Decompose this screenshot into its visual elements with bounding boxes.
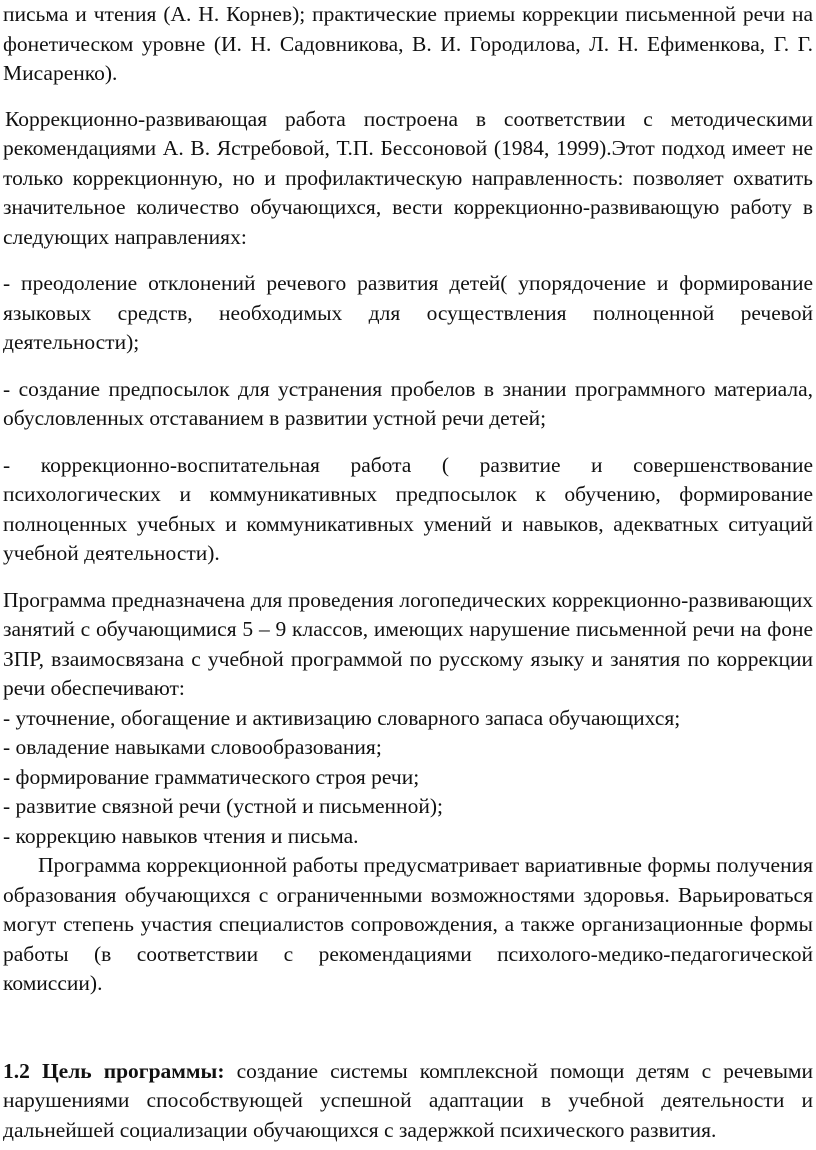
paragraph-goal — [3, 1057, 813, 1146]
program-item-5: - коррекцию навыков чтения и письма. — [3, 823, 359, 848]
program-item-1: - уточнение, обогащение и активизацию словарного запаса обучающихся; — [3, 705, 681, 730]
direction-item-1: - преодоление отклонений речевого развития детей( упорядочение и формирование языковых средств, необходимых для осуществления полноценной речевой деятельности); — [3, 271, 813, 354]
program-item-4: - развитие связной речи (устной и письменной); — [3, 794, 443, 818]
goal-text: создание системы комплексной помощи детям с речевыми нарушениями способствующей успешной адаптации в учебной деятельности и дальнейшей социализации обучающихся с задержкой психического развития. — [3, 1058, 813, 1142]
paragraph-methodology: Коррекционно-развивающая работа построена в соответствии с методическими рекомендациями А. В. Ястребовой, Т.П. Бессоновой (1984, 1999).Этот подход имеет не только коррекционную, но и профилактическую направленность: позволяет охватить значительное количество обучающихся, вести коррекционно-развивающую работу в следующих направлениях: — [3, 106, 813, 249]
direction-item-3: - коррекционно-воспитательная работа ( развитие и совершенствование психологических и коммуникативных предпосылок к обучению, формирование полноценных учебных и коммуникативных умений и навыков, адекватных ситуаций учебной деятельности). — [3, 452, 813, 565]
paragraph-intro: письма и чтения (А. Н. Корнев); практические приемы коррекции письменной речи на фонетическом уровне (И. Н. Садовникова, В. И. Городилова, Л. Н. Ефименкова, Г. Г. Мисаренко). — [3, 2, 813, 85]
program-item-3: - формирование грамматического строя речи; — [3, 764, 420, 789]
goal-heading: 1.2 Цель программы: — [3, 1058, 225, 1083]
paragraph-program: Программа предназначена для проведения логопедических коррекционно-развивающих занятий с обучающимися 5 – 9 классов, имеющих нарушение письменной речи на фоне ЗПР, взаимосвязана с учебной программой по русскому языку и занятия по коррекции речи обеспечивают: — [3, 587, 813, 700]
paragraph-forms: Программа коррекционной работы предусматривает вариативные формы получения образования обучающихся с ограниченными возможностями здоровья. Варьироваться могут степень участия специалистов сопровождения, а также организационные формы работы (в соответствии с рекомендациями психолого-медико-педагогической комиссии). — [3, 853, 813, 995]
direction-item-2: - создание предпосылок для устранения пробелов в знании программного материала, обусловленных отставанием в развитии устной речи детей; — [3, 376, 813, 430]
program-item-2: - овладение навыками словообразования; — [3, 735, 382, 759]
